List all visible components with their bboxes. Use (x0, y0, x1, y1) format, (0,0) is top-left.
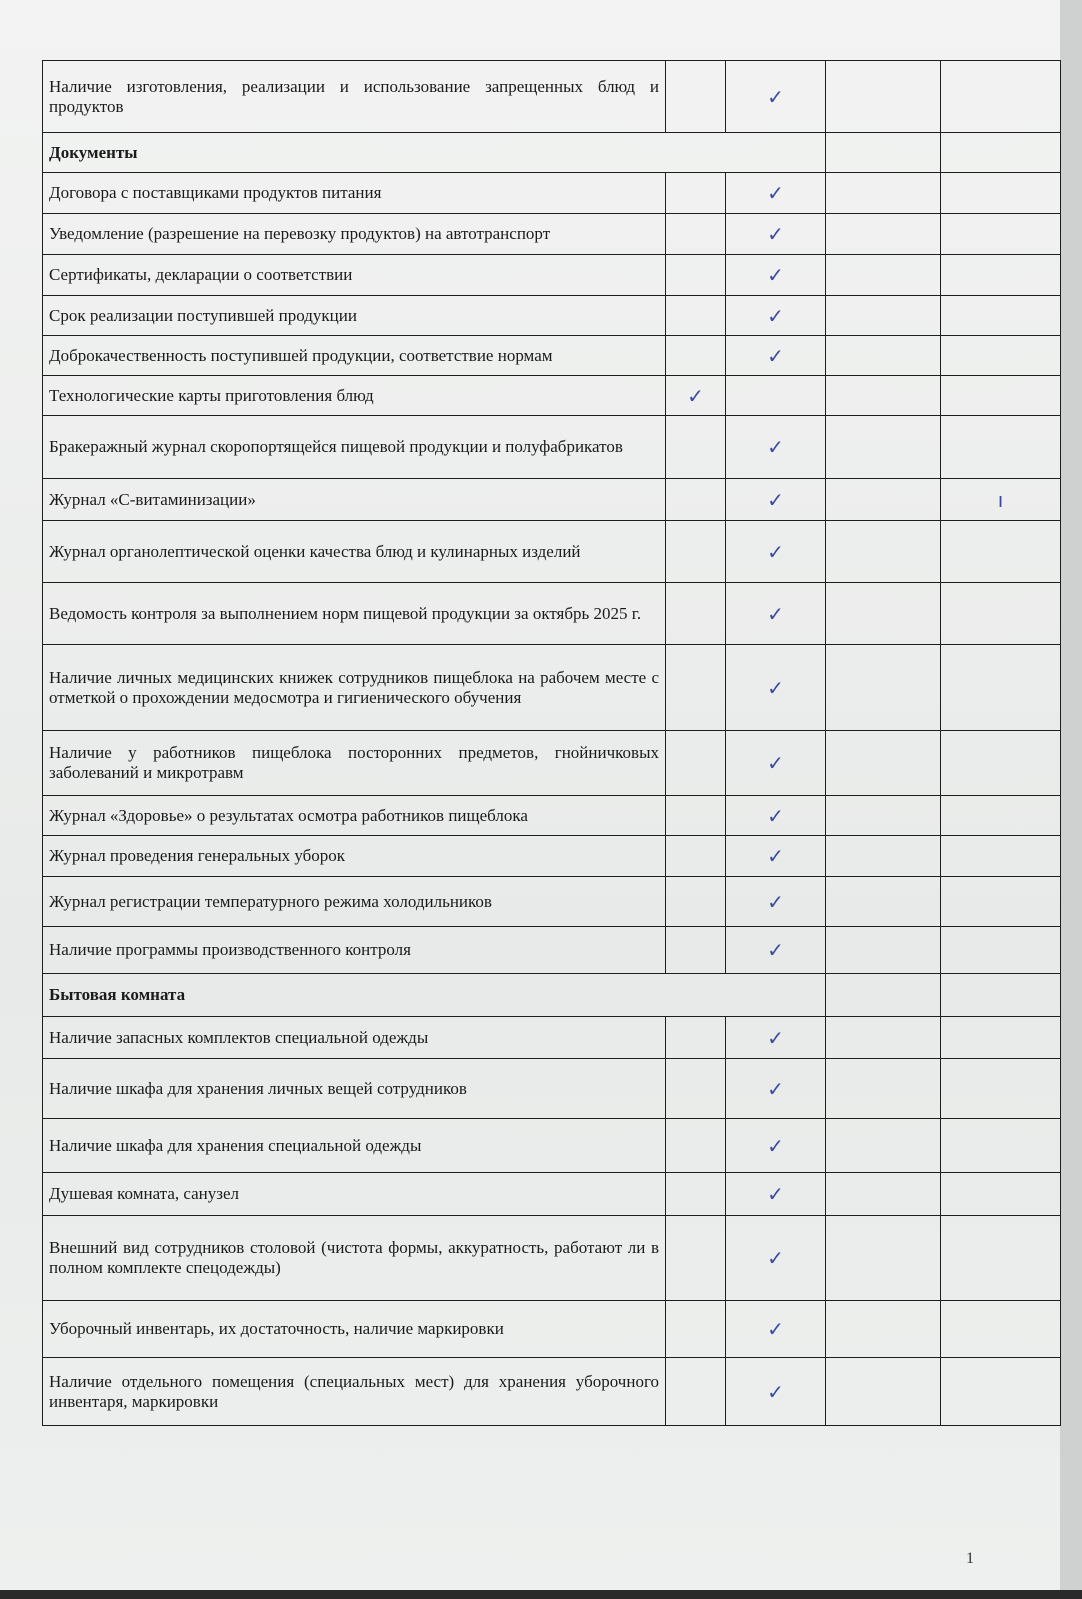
mark-cell-col-1 (666, 583, 726, 645)
mark-cell-col-2 (726, 1358, 826, 1426)
mark-cell-col-2 (726, 416, 826, 479)
item-label: Бракеражный журнал скоропортящейся пищевой продукции и полуфабрикатов (43, 416, 666, 479)
table-row (43, 583, 1061, 645)
mark-cell-col-1 (666, 796, 726, 836)
mark-cell-col-4 (941, 376, 1061, 416)
mark-cell-col-1 (666, 479, 726, 521)
mark-cell-col-2 (726, 731, 826, 796)
mark-cell-col-2 (726, 836, 826, 877)
page-edge (1060, 0, 1082, 1599)
mark-cell-col-4 (941, 296, 1061, 336)
check-mark-icon: ✓ (767, 889, 784, 914)
mark-cell-col-1 (666, 1301, 726, 1358)
table-row (43, 645, 1061, 731)
table-row (43, 927, 1061, 974)
table-row (43, 296, 1061, 336)
mark-cell-col-4 (941, 255, 1061, 296)
mark-cell-col-2 (726, 877, 826, 927)
item-label: Журнал регистрации температурного режима холодильников (43, 877, 666, 927)
mark-cell-col-2 (726, 336, 826, 376)
table-row (43, 1358, 1061, 1426)
mark-cell-col-2 (726, 296, 826, 336)
check-mark-icon: ✓ (767, 222, 784, 246)
mark-cell-col-4 (941, 1358, 1061, 1426)
table-row (43, 376, 1061, 416)
mark-cell-col-1 (666, 214, 726, 255)
check-mark-icon: ✓ (767, 938, 784, 962)
check-mark-icon: ✓ (767, 84, 784, 109)
item-label: Журнал проведения генеральных уборок (43, 836, 666, 877)
mark-cell-col-1 (666, 255, 726, 296)
table-row (43, 731, 1061, 796)
mark-cell-col-1 (666, 927, 726, 974)
mark-cell-col-3 (826, 376, 941, 416)
check-mark-icon: ✓ (767, 1379, 784, 1404)
mark-cell-col-1 (666, 173, 726, 214)
mark-cell-col-4 (941, 974, 1061, 1017)
checklist-table (42, 60, 1061, 1426)
check-mark-icon: ✓ (767, 435, 784, 459)
mark-cell-col-3 (826, 521, 941, 583)
check-mark-icon: ✓ (767, 263, 784, 287)
item-label: Срок реализации поступившей продукции (43, 296, 666, 336)
mark-cell-col-2 (726, 376, 826, 416)
mark-cell-col-3 (826, 1059, 941, 1119)
mark-cell-col-1 (666, 336, 726, 376)
mark-cell-col-4 (941, 479, 1061, 521)
table-row (43, 61, 1061, 133)
mark-cell-col-1 (666, 1173, 726, 1216)
section-title: Документы (43, 133, 826, 173)
table-row (43, 1059, 1061, 1119)
check-mark-icon: ✓ (767, 675, 784, 700)
item-label: Журнал «С-витаминизации» (43, 479, 666, 521)
check-mark-icon: ✓ (767, 844, 784, 868)
bottom-border (0, 1590, 1082, 1599)
mark-cell-col-3 (826, 583, 941, 645)
item-label: Сертификаты, декларации о соответствии (43, 255, 666, 296)
mark-cell-col-4 (941, 133, 1061, 173)
mark-cell-col-3 (826, 645, 941, 731)
check-mark-icon: ✓ (767, 343, 784, 368)
table-row (43, 1216, 1061, 1301)
mark-cell-col-4 (941, 416, 1061, 479)
table-row (43, 1173, 1061, 1216)
table-row (43, 877, 1061, 927)
mark-cell-col-1 (666, 416, 726, 479)
table-row (43, 173, 1061, 214)
section-header-row (43, 133, 1061, 173)
mark-cell-col-2 (726, 479, 826, 521)
item-label: Наличие шкафа для хранения личных вещей сотрудников (43, 1059, 666, 1119)
check-mark-icon: ✓ (767, 1317, 784, 1341)
mark-cell-col-2 (726, 214, 826, 255)
mark-cell-col-3 (826, 927, 941, 974)
mark-cell-col-4 (941, 214, 1061, 255)
mark-cell-col-1 (666, 645, 726, 731)
page-number: 1 (966, 1550, 974, 1567)
mark-cell-col-2 (726, 1173, 826, 1216)
mark-cell-col-1 (666, 296, 726, 336)
mark-cell-col-1 (666, 1358, 726, 1426)
mark-cell-col-1 (666, 1216, 726, 1301)
section-header-row (43, 974, 1061, 1017)
mark-cell-col-2 (726, 61, 826, 133)
mark-cell-col-4 (941, 1017, 1061, 1059)
mark-cell-col-3 (826, 836, 941, 877)
mark-cell-col-4 (941, 1173, 1061, 1216)
mark-cell-col-3 (826, 974, 941, 1017)
table-row (43, 836, 1061, 877)
mark-cell-col-2 (726, 1017, 826, 1059)
mark-cell-col-3 (826, 1301, 941, 1358)
mark-cell-col-4 (941, 1301, 1061, 1358)
mark-cell-col-1 (666, 1119, 726, 1173)
pen-mark-icon: ı (997, 487, 1004, 512)
item-label: Уведомление (разрешение на перевозку продуктов) на автотранспорт (43, 214, 666, 255)
mark-cell-col-2 (726, 583, 826, 645)
item-label: Доброкачественность поступившей продукции, соответствие нормам (43, 336, 666, 376)
mark-cell-col-3 (826, 1119, 941, 1173)
check-mark-icon: ✓ (767, 303, 784, 328)
mark-cell-col-2 (726, 1301, 826, 1358)
mark-cell-col-2 (726, 255, 826, 296)
mark-cell-col-3 (826, 133, 941, 173)
mark-cell-col-4 (941, 836, 1061, 877)
mark-cell-col-4 (941, 336, 1061, 376)
item-label: Наличие у работников пищеблока посторонних предметов, гнойничковых заболеваний и микротравм (43, 731, 666, 796)
check-mark-icon: ✓ (767, 1025, 784, 1050)
check-mark-icon: ✓ (767, 1133, 784, 1158)
table-row (43, 1017, 1061, 1059)
table-row (43, 521, 1061, 583)
mark-cell-col-2 (726, 1059, 826, 1119)
item-label: Наличие запасных комплектов специальной одежды (43, 1017, 666, 1059)
mark-cell-col-4 (941, 61, 1061, 133)
mark-cell-col-4 (941, 731, 1061, 796)
item-label: Внешний вид сотрудников столовой (чистота формы, аккуратность, работают ли в полном комплекте спецодежды) (43, 1216, 666, 1301)
mark-cell-col-4 (941, 521, 1061, 583)
mark-cell-col-3 (826, 173, 941, 214)
mark-cell-col-3 (826, 731, 941, 796)
mark-cell-col-4 (941, 796, 1061, 836)
mark-cell-col-2 (726, 927, 826, 974)
mark-cell-col-2 (726, 173, 826, 214)
mark-cell-col-4 (941, 1119, 1061, 1173)
mark-cell-col-2 (726, 1216, 826, 1301)
mark-cell-col-3 (826, 796, 941, 836)
mark-cell-col-3 (826, 1017, 941, 1059)
item-label: Наличие программы производственного контроля (43, 927, 666, 974)
mark-cell-col-2 (726, 521, 826, 583)
table-row (43, 479, 1061, 521)
mark-cell-col-2 (726, 1119, 826, 1173)
mark-cell-col-3 (826, 296, 941, 336)
mark-cell-col-3 (826, 1173, 941, 1216)
check-mark-icon: ✓ (767, 803, 784, 828)
table-row (43, 416, 1061, 479)
mark-cell-col-1 (666, 1017, 726, 1059)
mark-cell-col-3 (826, 416, 941, 479)
item-label: Наличие изготовления, реализации и использование запрещенных блюд и продуктов (43, 61, 666, 133)
mark-cell-col-1 (666, 731, 726, 796)
check-mark-icon: ✓ (767, 1246, 784, 1270)
mark-cell-col-3 (826, 255, 941, 296)
section-title: Бытовая комната (43, 974, 826, 1017)
mark-cell-col-1 (666, 61, 726, 133)
item-label: Наличие шкафа для хранения специальной одежды (43, 1119, 666, 1173)
table-row (43, 214, 1061, 255)
mark-cell-col-1 (666, 836, 726, 877)
mark-cell-col-3 (826, 479, 941, 521)
mark-cell-col-1 (666, 521, 726, 583)
check-mark-icon: ✓ (767, 1182, 784, 1206)
mark-cell-col-4 (941, 583, 1061, 645)
mark-cell-col-4 (941, 1216, 1061, 1301)
mark-cell-col-4 (941, 877, 1061, 927)
mark-cell-col-1 (666, 1059, 726, 1119)
table-row (43, 1119, 1061, 1173)
item-label: Душевая комната, санузел (43, 1173, 666, 1216)
item-label: Уборочный инвентарь, их достаточность, наличие маркировки (43, 1301, 666, 1358)
item-label: Наличие отдельного помещения (специальных мест) для хранения уборочного инвентаря, маркировки (43, 1358, 666, 1426)
table-row (43, 796, 1061, 836)
item-label: Наличие личных медицинских книжек сотрудников пищеблока на рабочем месте с отметкой о прохождении медосмотра и гигиенического обучения (43, 645, 666, 731)
mark-cell-col-3 (826, 1358, 941, 1426)
check-mark-icon: ✓ (767, 1076, 784, 1101)
mark-cell-col-2 (726, 645, 826, 731)
item-label: Журнал органолептической оценки качества блюд и кулинарных изделий (43, 521, 666, 583)
item-label: Договора с поставщиками продуктов питания (43, 173, 666, 214)
check-mark-icon: ✓ (767, 751, 784, 775)
mark-cell-col-4 (941, 173, 1061, 214)
item-label: Ведомость контроля за выполнением норм пищевой продукции за октябрь 2025 г. (43, 583, 666, 645)
table-row (43, 255, 1061, 296)
mark-cell-col-3 (826, 336, 941, 376)
check-mark-icon: ✓ (767, 539, 784, 564)
mark-cell-col-4 (941, 1059, 1061, 1119)
mark-cell-col-3 (826, 214, 941, 255)
mark-cell-col-1 (666, 877, 726, 927)
check-mark-icon: ✓ (767, 487, 784, 512)
mark-cell-col-3 (826, 877, 941, 927)
mark-cell-col-1 (666, 376, 726, 416)
check-mark-icon: ✓ (687, 383, 704, 408)
mark-cell-col-3 (826, 61, 941, 133)
table-row (43, 1301, 1061, 1358)
table-row (43, 336, 1061, 376)
mark-cell-col-2 (726, 796, 826, 836)
item-label: Технологические карты приготовления блюд (43, 376, 666, 416)
mark-cell-col-4 (941, 645, 1061, 731)
item-label: Журнал «Здоровье» о результатах осмотра работников пищеблока (43, 796, 666, 836)
mark-cell-col-4 (941, 927, 1061, 974)
mark-cell-col-3 (826, 1216, 941, 1301)
check-mark-icon: ✓ (767, 601, 784, 626)
check-mark-icon: ✓ (767, 181, 784, 205)
